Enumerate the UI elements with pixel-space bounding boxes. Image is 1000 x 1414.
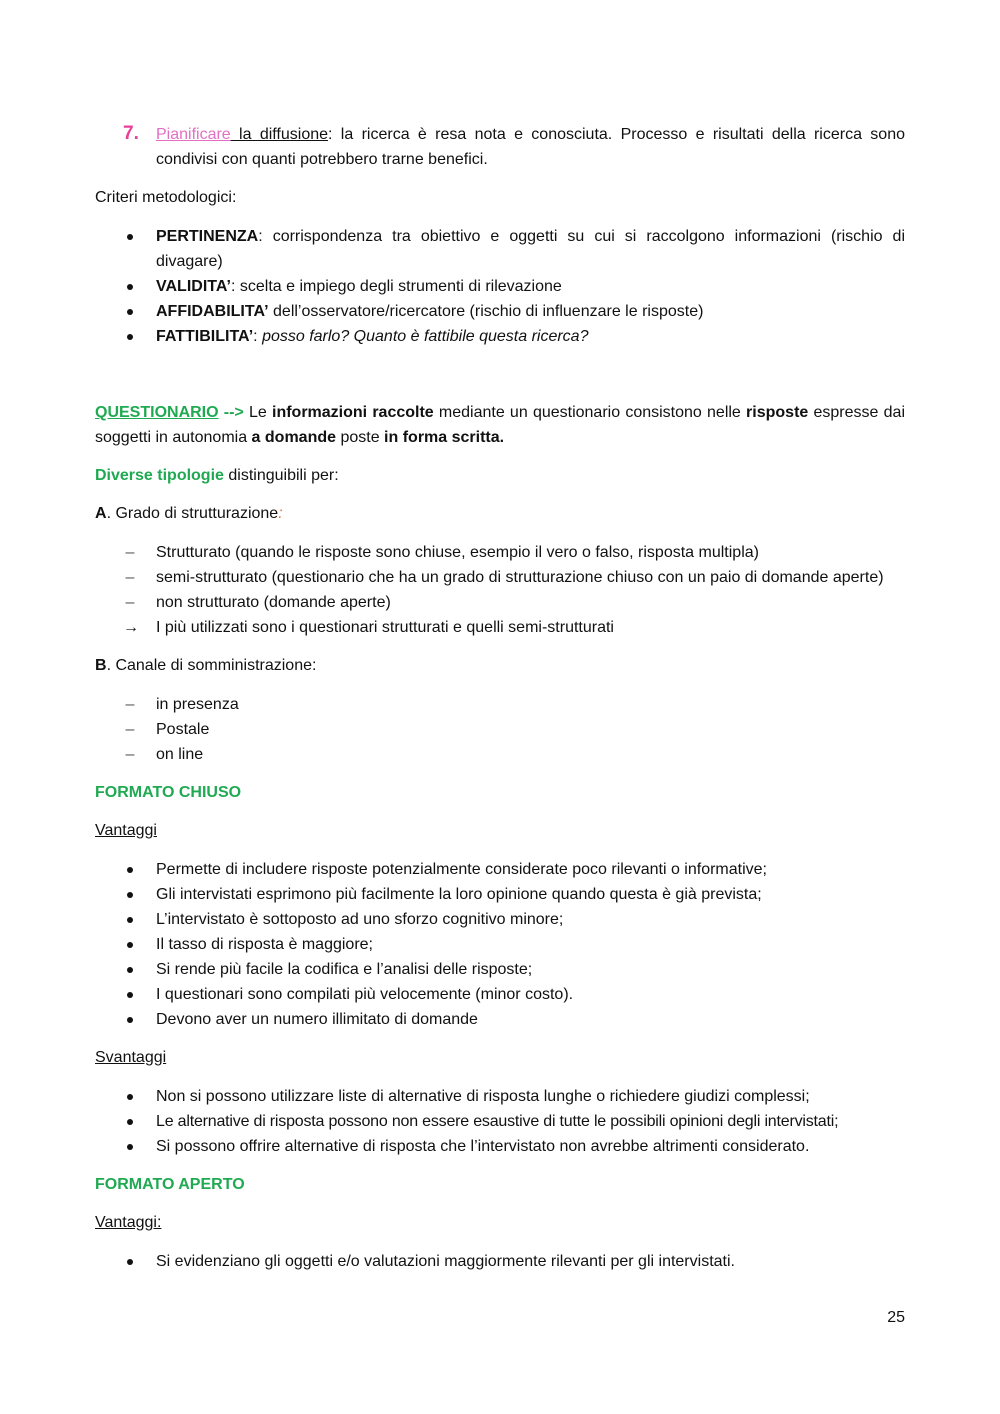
arrow-text: -->	[218, 404, 244, 421]
section-b-heading: B. Canale di somministrazione:	[95, 657, 317, 674]
bullet-icon	[127, 1017, 133, 1023]
section-b-list	[95, 692, 905, 767]
list-item: – on line	[95, 742, 905, 767]
list-item: Si rende più facile la codifica e l’analisi delle risposte;	[95, 957, 905, 982]
list-item: Permette di includere risposte potenzialmente considerate poco rilevanti o informative;	[95, 857, 905, 882]
section-a-heading: A. Grado di strutturazione:	[95, 505, 283, 522]
list-item: Devono aver un numero illimitato di domande	[95, 1007, 905, 1032]
list-item: PERTINENZA: corrispondenza tra obiettivo e oggetti su cui si raccolgono informazioni (rischio di divagare)	[95, 224, 905, 274]
chiuso-svantaggi-list	[95, 1084, 905, 1159]
chiuso-vantaggi-list	[95, 857, 905, 1032]
bullet-icon	[127, 892, 133, 898]
bullet-icon	[127, 234, 133, 240]
numbered-item-7	[95, 122, 905, 172]
chiuso-vantaggi-label: Vantaggi	[95, 822, 157, 839]
list-item: I questionari sono compilati più velocemente (minor costo).	[95, 982, 905, 1007]
bullet-icon	[127, 1259, 133, 1265]
dash-icon: –	[125, 594, 135, 611]
list-item: → I più utilizzati sono i questionari strutturati e quelli semi-strutturati	[95, 615, 905, 640]
document-page	[95, 118, 905, 1274]
bullet-icon	[127, 1094, 133, 1100]
list-item: FATTIBILITA’: posso farlo? Quanto è fattibile questa ricerca?	[95, 324, 905, 349]
bullet-icon	[127, 867, 133, 873]
list-item: Si evidenziano gli oggetti e/o valutazioni maggiormente rilevanti per gli intervistati.	[95, 1249, 905, 1274]
chiuso-svantaggi-label: Svantaggi	[95, 1049, 167, 1066]
list-item: – non strutturato (domande aperte)	[95, 590, 905, 615]
list-item: – Postale	[95, 717, 905, 742]
dash-icon: –	[125, 569, 135, 586]
page-number: 25	[887, 1309, 905, 1326]
list-item: VALIDITA’: scelta e impiego degli strumenti di rilevazione	[95, 274, 905, 299]
dash-icon: –	[125, 544, 135, 561]
bullet-icon	[127, 942, 133, 948]
list-item: Le alternative di risposta possono non essere esaustive di tutte le possibili opinioni degli intervistati;	[95, 1109, 905, 1134]
list-item: – in presenza	[95, 692, 905, 717]
list-item: – semi-strutturato (questionario che ha un grado di strutturazione chiuso con un paio di domande aperte)	[95, 565, 905, 590]
item-number: 7.	[123, 123, 139, 144]
bullet-icon	[127, 284, 133, 290]
dash-icon: –	[125, 696, 135, 713]
item7-text: : la ricerca è resa nota e conosciuta. Processo e risultati della ricerca sono condivisi con quanti potrebbero trarne benefici.	[156, 126, 906, 168]
questionario-title: QUESTIONARIO	[95, 404, 219, 421]
aperto-vantaggi-list	[95, 1249, 905, 1274]
questionario-paragraph: QUESTIONARIO --> Le informazioni raccolte mediante un questionario consistono nelle risposte espresse dai soggetti in autonomia a domande poste in forma scritta.	[95, 404, 905, 446]
list-item: Non si possono utilizzare liste di alternative di risposta lunghe o richiedere giudizi complessi;	[95, 1084, 905, 1109]
bullet-icon	[127, 917, 133, 923]
list-item: L’intervistato è sottoposto ad uno sforzo cognitivo minore;	[95, 907, 905, 932]
bullet-icon	[127, 1119, 133, 1125]
formato-aperto-title: FORMATO APERTO	[95, 1176, 245, 1193]
list-item: Il tasso di risposta è maggiore;	[95, 932, 905, 957]
dash-icon: –	[125, 746, 135, 763]
diffusione-label: la diffusione	[230, 126, 329, 143]
bullet-icon	[127, 309, 133, 315]
bullet-icon	[127, 967, 133, 973]
dash-icon: –	[125, 721, 135, 738]
bullet-icon	[127, 992, 133, 998]
list-item: Gli intervistati esprimono più facilmente la loro opinione quando questa è già prevista;	[95, 882, 905, 907]
criteri-list	[95, 224, 905, 349]
arrow-right-icon: →	[123, 619, 139, 636]
list-item: AFFIDABILITA’ dell’osservatore/ricercatore (rischio di influenzare le risposte)	[95, 299, 905, 324]
criteri-heading: Criteri metodologici:	[95, 189, 237, 206]
bullet-icon	[127, 1144, 133, 1150]
pianificare-link[interactable]: Pianificare	[156, 126, 231, 143]
bullet-icon	[127, 334, 133, 340]
section-a-list	[95, 540, 905, 640]
tipologie-line: Diverse tipologie distinguibili per:	[95, 467, 339, 484]
list-item: – Strutturato (quando le risposte sono chiuse, esempio il vero o falso, risposta multipla)	[95, 540, 905, 565]
list-item: Si possono offrire alternative di risposta che l’intervistato non avrebbe altrimenti considerato.	[95, 1134, 905, 1159]
formato-chiuso-title: FORMATO CHIUSO	[95, 784, 242, 801]
aperto-vantaggi-label: Vantaggi:	[95, 1214, 162, 1231]
